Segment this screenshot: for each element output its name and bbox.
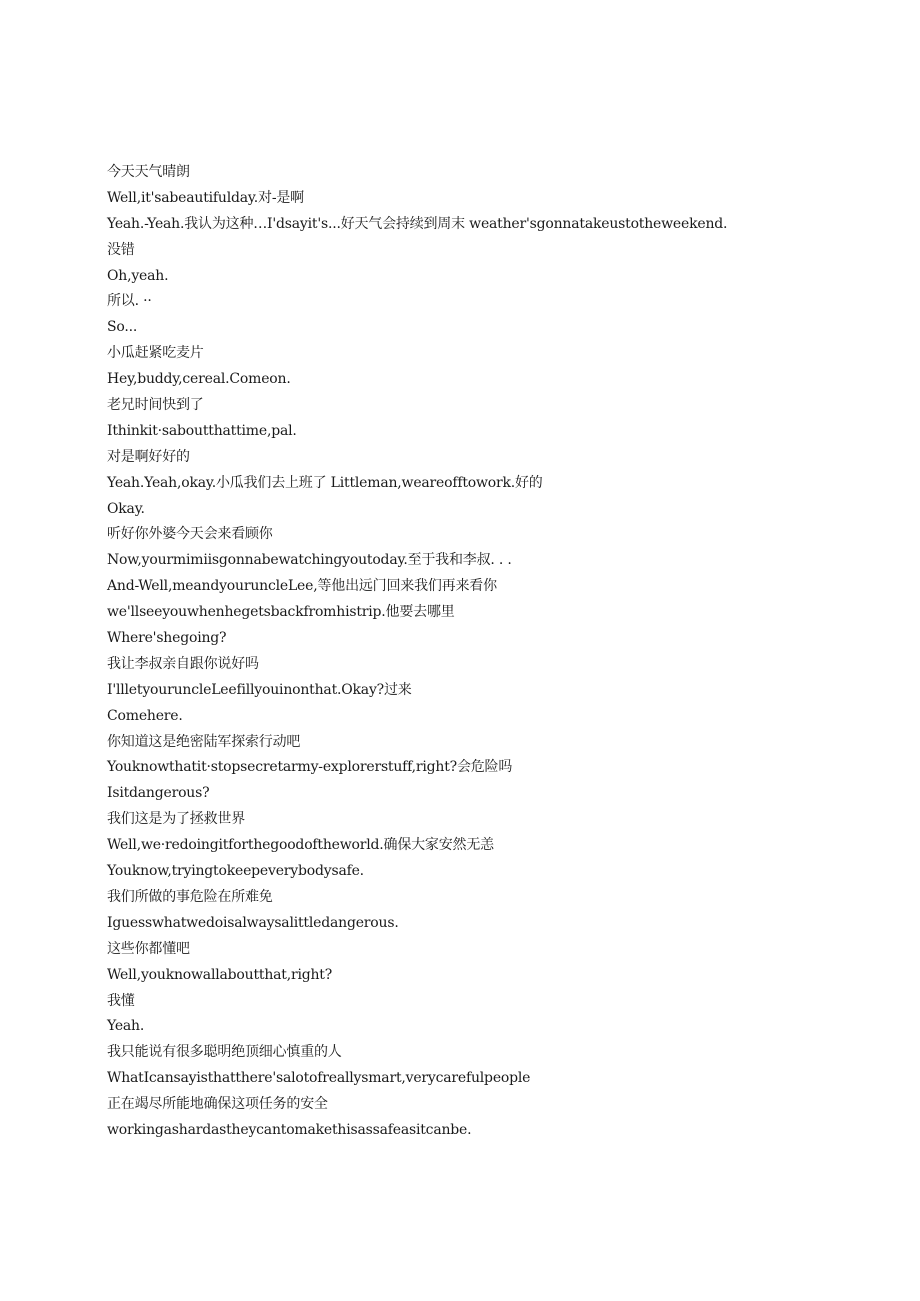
transcript-line: 对是啊好好的: [107, 448, 190, 465]
transcript-line: 你知道这是绝密陆军探索行动吧: [107, 733, 301, 750]
transcript-line: Comehere.: [107, 707, 183, 724]
transcript-line: So...: [107, 319, 138, 336]
transcript-line: 我只能说有很多聪明绝顶细心慎重的人: [107, 1044, 342, 1061]
transcript-line: Where'shegoing?: [107, 630, 227, 647]
transcript-line: Iguesswhatwedoisalwaysalittledangerous.: [107, 914, 399, 931]
transcript-line: Okay.: [107, 500, 145, 517]
transcript-line: 我让李叔亲自跟你说好吗: [107, 655, 259, 672]
transcript-line: Yeah.Yeah,okay.小瓜我们去上班了 Littleman,weareofftowork.好的: [107, 474, 543, 491]
transcript-line: 今天天气晴朗: [107, 164, 190, 180]
transcript-line: WhatIcansayisthatthere'salotofreallysmart,verycarefulpeople: [107, 1070, 531, 1087]
transcript-line: I'llletyouruncleLeefillyouinonthat.Okay?过来: [107, 681, 412, 698]
transcript-line: Yeah.-Yeah.我认为这种…I'dsayit's...好天气会持续到周末 weather'sgonnatakeustotheweekend.: [107, 215, 728, 232]
transcript-line: 听好你外婆今天会来看顾你: [107, 526, 273, 543]
transcript-line: Well,youknowallaboutthat,right?: [107, 966, 333, 983]
transcript-line: workingashardastheycantomakethisassafeasitcanbe.: [107, 1121, 472, 1138]
transcript-line: 我懂: [107, 992, 135, 1009]
transcript-line: we'llseeyouwhenhegetsbackfromhistrip.他要去哪里: [107, 604, 455, 621]
transcript-line: 老兄时间快到了: [107, 397, 204, 414]
transcript-line: Youknowthatit·stopsecretarmy-explorerstuff,right?会危险吗: [107, 759, 513, 776]
transcript-line: Now,yourmimiisgonnabewatchingyoutoday.至于我和李叔. . .: [107, 552, 512, 569]
transcript-line: Ithinkit·saboutthattime,pal.: [107, 422, 297, 439]
transcript-line: 所以. ··: [107, 293, 152, 310]
transcript-line: And-Well,meandyouruncleLee,等他出远门回来我们再来看你: [107, 578, 497, 595]
transcript-line: 这些你都懂吧: [107, 940, 190, 957]
transcript-line: 我们这是为了拯救世界: [107, 811, 245, 828]
transcript-line: 没错: [107, 241, 135, 258]
transcript-line: Yeah.: [107, 1018, 145, 1035]
transcript-line: Oh,yeah.: [107, 267, 169, 284]
transcript-line: 我们所做的事危险在所难免: [107, 888, 273, 905]
transcript-line: Isitdangerous?: [107, 785, 210, 802]
transcript-line: Well,it'sabeautifulday.对-是啊: [107, 189, 304, 206]
transcript-line: Youknow,tryingtokeepeverybodysafe.: [107, 863, 364, 880]
transcript-line: Hey,buddy,cereal.Comeon.: [107, 371, 291, 388]
transcript-line: 正在竭尽所能地确保这项任务的安全: [107, 1096, 328, 1113]
transcript-line: Well,we·redoingitforthegoodoftheworld.确保大家安然无恙: [107, 837, 494, 854]
transcript-line: 小瓜赶紧吃麦片: [107, 345, 204, 362]
subtitle-transcript: [107, 160, 867, 1144]
